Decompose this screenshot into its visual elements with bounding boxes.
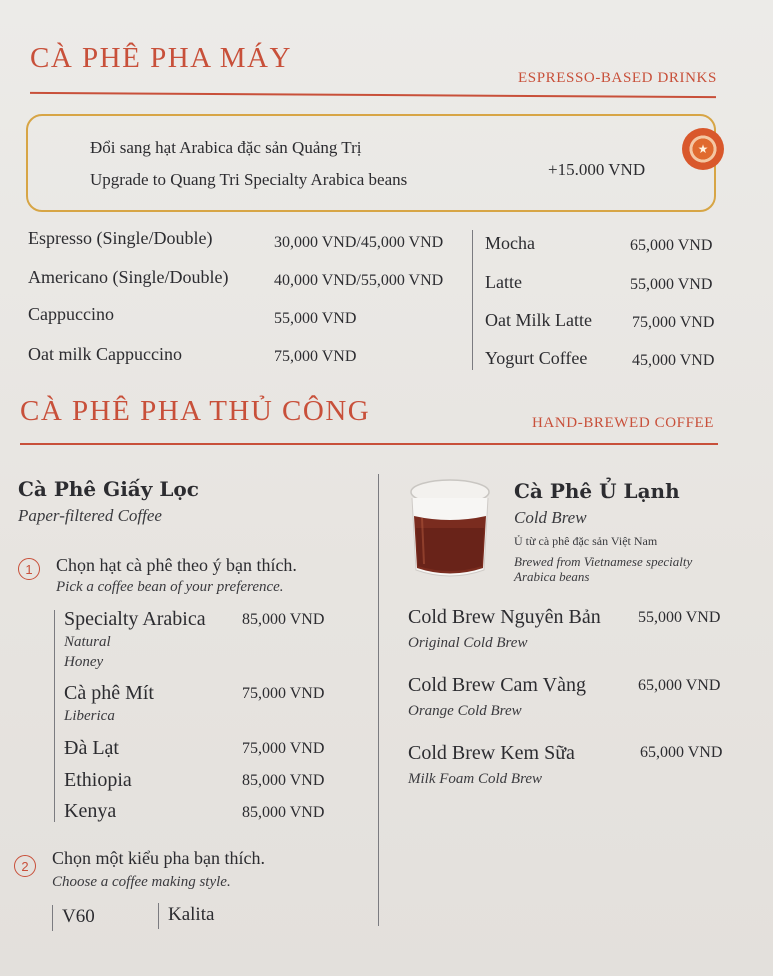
column-divider: [472, 230, 473, 370]
section-divider: [20, 443, 718, 445]
menu-item-price: 40,000 VND/55,000 VND: [274, 272, 444, 289]
cold-brew-item-price: 65,000 VND: [638, 677, 721, 694]
bean-name: Specialty Arabica: [64, 608, 206, 630]
menu-item-name: Cappuccino: [28, 304, 114, 324]
cold-brew-item-name: Cold Brew Kem Sữa: [408, 742, 575, 764]
menu-item-name: Latte: [485, 272, 522, 292]
cold-brew-item-price: 55,000 VND: [638, 609, 721, 626]
cold-brew-item-name: Cold Brew Nguyên Bản: [408, 606, 601, 628]
bean-name: Cà phê Mít: [64, 682, 154, 704]
upgrade-price: +15.000 VND: [548, 160, 646, 179]
cold-brew-desc-vi: Ủ từ cà phê đặc sản Việt Nam: [514, 534, 658, 548]
menu-item-name: Mocha: [485, 233, 535, 253]
style-divider: [158, 903, 159, 929]
cold-brew-item-sub: Orange Cold Brew: [408, 703, 522, 719]
bean-note: Honey: [64, 654, 104, 670]
bean-price: 75,000 VND: [242, 685, 325, 702]
cold-brew-desc-en: Brewed from Vietnamese specialty: [514, 554, 693, 569]
cold-brew-title: Cà Phê Ủ Lạnh: [514, 479, 680, 503]
menu-item-price: 55,000 VND: [274, 310, 357, 327]
step-number-2: 2: [14, 855, 36, 877]
step1-text-en: Pick a coffee bean of your preference.: [56, 579, 284, 595]
menu-item-name: Americano (Single/Double): [28, 267, 229, 287]
bean-name: Kenya: [64, 800, 117, 822]
bean-name: Ethiopia: [64, 769, 132, 791]
menu-item-name: Oat milk Cappuccino: [28, 344, 182, 364]
column-divider: [378, 474, 379, 926]
style-divider: [52, 905, 53, 931]
bean-price: 75,000 VND: [242, 740, 325, 757]
cold-brew-item-price: 65,000 VND: [640, 744, 723, 761]
cold-brew-glass-image: [408, 478, 492, 580]
cold-brew-item-sub: Original Cold Brew: [408, 635, 528, 651]
paper-filter-title: Cà Phê Giấy Lọc: [18, 477, 199, 501]
bean-list-line: [54, 610, 55, 822]
menu-item-name: Oat Milk Latte: [485, 310, 592, 330]
upgrade-text-vi: Đổi sang hạt Arabica đặc sản Quảng Trị: [90, 138, 362, 157]
brew-style-kalita: Kalita: [168, 904, 215, 925]
step2-text-vi: Chọn một kiểu pha bạn thích.: [52, 848, 265, 868]
section-divider: [30, 92, 716, 98]
handbrew-section-title: CÀ PHÊ PHA THỦ CÔNG: [20, 395, 371, 427]
handbrew-section-subtitle: HAND-BREWED COFFEE: [532, 415, 715, 431]
cold-brew-subtitle: Cold Brew: [514, 508, 587, 527]
bean-note: Liberica: [64, 708, 115, 724]
menu-item-price: 75,000 VND: [632, 314, 715, 331]
menu-item-price: 45,000 VND: [632, 352, 715, 369]
paper-filter-subtitle: Paper-filtered Coffee: [18, 506, 162, 525]
star-badge-icon: ★: [682, 128, 724, 170]
espresso-section-subtitle: ESPRESSO-BASED DRINKS: [518, 70, 717, 86]
cold-brew-desc-en: Arabica beans: [514, 569, 590, 584]
upgrade-text-en: Upgrade to Quang Tri Specialty Arabica beans: [90, 170, 408, 189]
bean-note: Natural: [64, 634, 111, 650]
menu-item-price: 30,000 VND/45,000 VND: [274, 234, 444, 251]
bean-price: 85,000 VND: [242, 611, 325, 628]
menu-item-name: Espresso (Single/Double): [28, 228, 213, 248]
step2-text-en: Choose a coffee making style.: [52, 874, 231, 890]
espresso-section-title: CÀ PHÊ PHA MÁY: [30, 42, 292, 74]
cold-brew-item-name: Cold Brew Cam Vàng: [408, 674, 586, 696]
step1-text-vi: Chọn hạt cà phê theo ý bạn thích.: [56, 555, 297, 575]
brew-style-v60: V60: [62, 906, 95, 927]
cold-brew-item-sub: Milk Foam Cold Brew: [408, 771, 543, 787]
bean-price: 85,000 VND: [242, 772, 325, 789]
menu-item-price: 75,000 VND: [274, 348, 357, 365]
menu-item-name: Yogurt Coffee: [485, 348, 588, 368]
menu-item-price: 65,000 VND: [630, 237, 713, 254]
menu-item-price: 55,000 VND: [630, 276, 713, 293]
bean-name: Đà Lạt: [64, 737, 119, 759]
bean-price: 85,000 VND: [242, 804, 325, 821]
step-number-1: 1: [18, 558, 40, 580]
